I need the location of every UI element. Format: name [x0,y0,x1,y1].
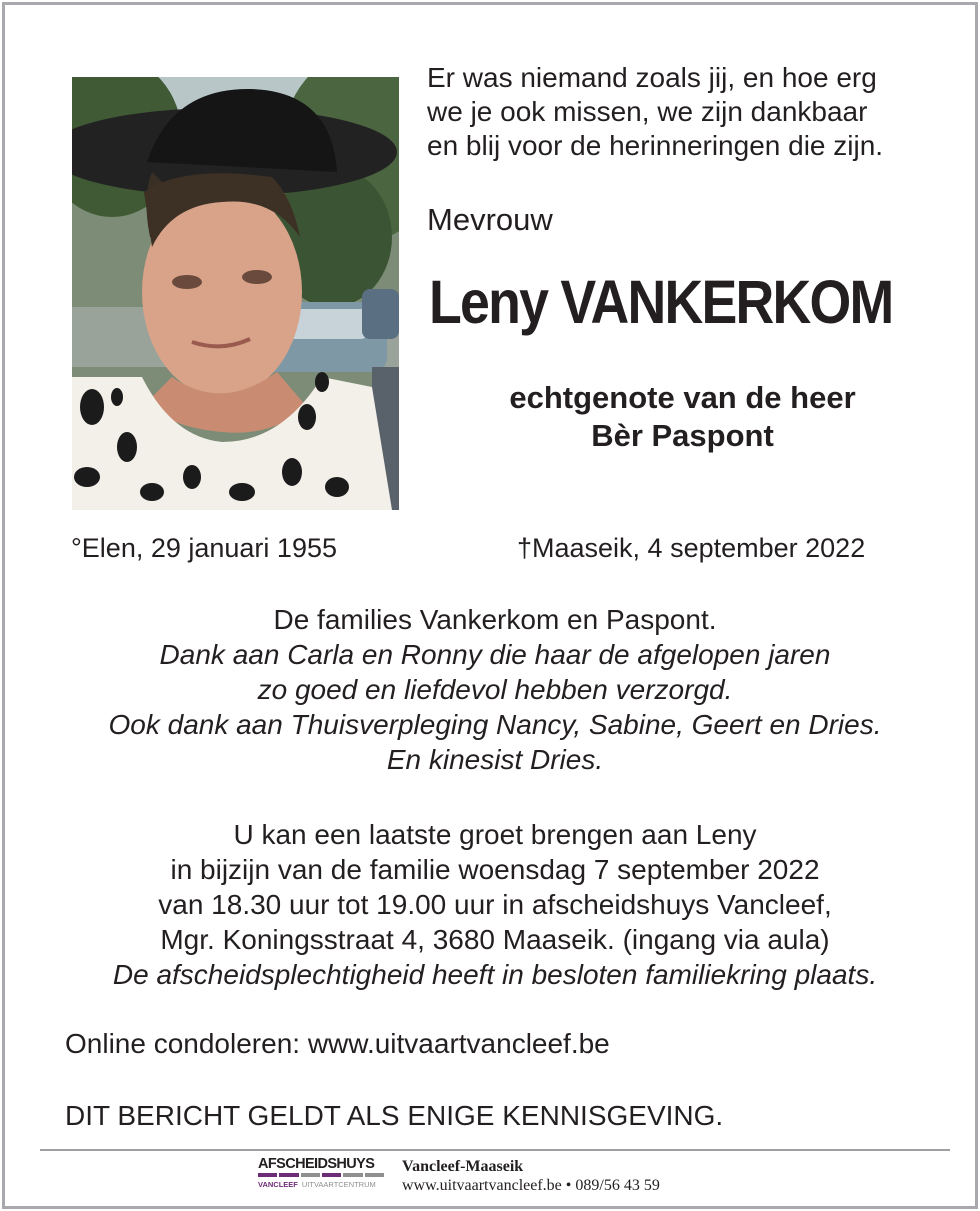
notice-statement: DIT BERICHT GELDT ALS ENIGE KENNISGEVING. [65,1100,724,1131]
spouse-relation: echtgenote van de heer [509,380,856,415]
private-ceremony-note: De afscheidsplechtigheid heeft in besloten familiekring plaats. [112,959,878,990]
families-line: De families Vankerkom en Paspont. [273,604,717,635]
logo-color-bar [258,1173,386,1177]
online-condolence: Online condoleren: www.uitvaartvancleef.be [65,1028,610,1059]
logo-left-text: VANCLEEF [258,1180,298,1189]
footer-divider [40,1149,950,1151]
visit-line: U kan een laatste groet brengen aan Leny [233,819,757,850]
visitation-block [30,817,960,992]
thanks-line: zo goed en liefdevol hebben verzorgd. [257,674,733,705]
logo-title: AFSCHEIDSHUYS [258,1156,375,1172]
portrait-photo [72,77,399,510]
death-date: †Maaseik, 4 september 2022 [517,533,866,563]
visit-line: Mgr. Koningsstraat 4, 3680 Maaseik. (ingang via aula) [160,924,830,955]
thanks-line: En kinesist Dries. [386,744,604,775]
footer-separator: • [565,1177,572,1194]
footer-company: Vancleef-Maaseik [402,1158,524,1175]
poem-line: we je ook missen, we zijn dankbaar [427,96,868,127]
thanks-block [30,602,960,777]
footer-website[interactable]: www.uitvaartvancleef.be [402,1177,562,1194]
poem-line: en blij voor de herinneringen die zijn. [427,130,884,161]
logo-subtitle [258,1180,386,1189]
memorial-card [2,2,978,1209]
poem [427,61,967,163]
thanks-line: Dank aan Carla en Ronny die haar de afgelopen jaren [159,639,831,670]
funeral-home-logo [258,1156,386,1194]
footer-phone: 089/56 43 59 [575,1177,660,1194]
footer-contact [402,1157,660,1195]
title-label: Mevrouw [427,202,553,237]
visit-line: van 18.30 uur tot 19.00 uur in afscheidshuys Vancleef, [158,889,832,920]
spouse-block [405,379,960,455]
birth-date: °Elen, 29 januari 1955 [71,533,337,563]
logo-right-text: UITVAARTCENTRUM [301,1180,376,1189]
poem-line: Er was niemand zoals jij, en hoe erg [427,62,877,93]
footer-contact-line [402,1176,660,1195]
spouse-name: Bèr Paspont [591,418,774,453]
thanks-line: Ook dank aan Thuisverpleging Nancy, Sabine, Geert en Dries. [108,709,882,740]
deceased-name: Leny VANKERKOM [429,268,893,336]
visit-line: in bijzijn van de familie woensdag 7 september 2022 [170,854,820,885]
